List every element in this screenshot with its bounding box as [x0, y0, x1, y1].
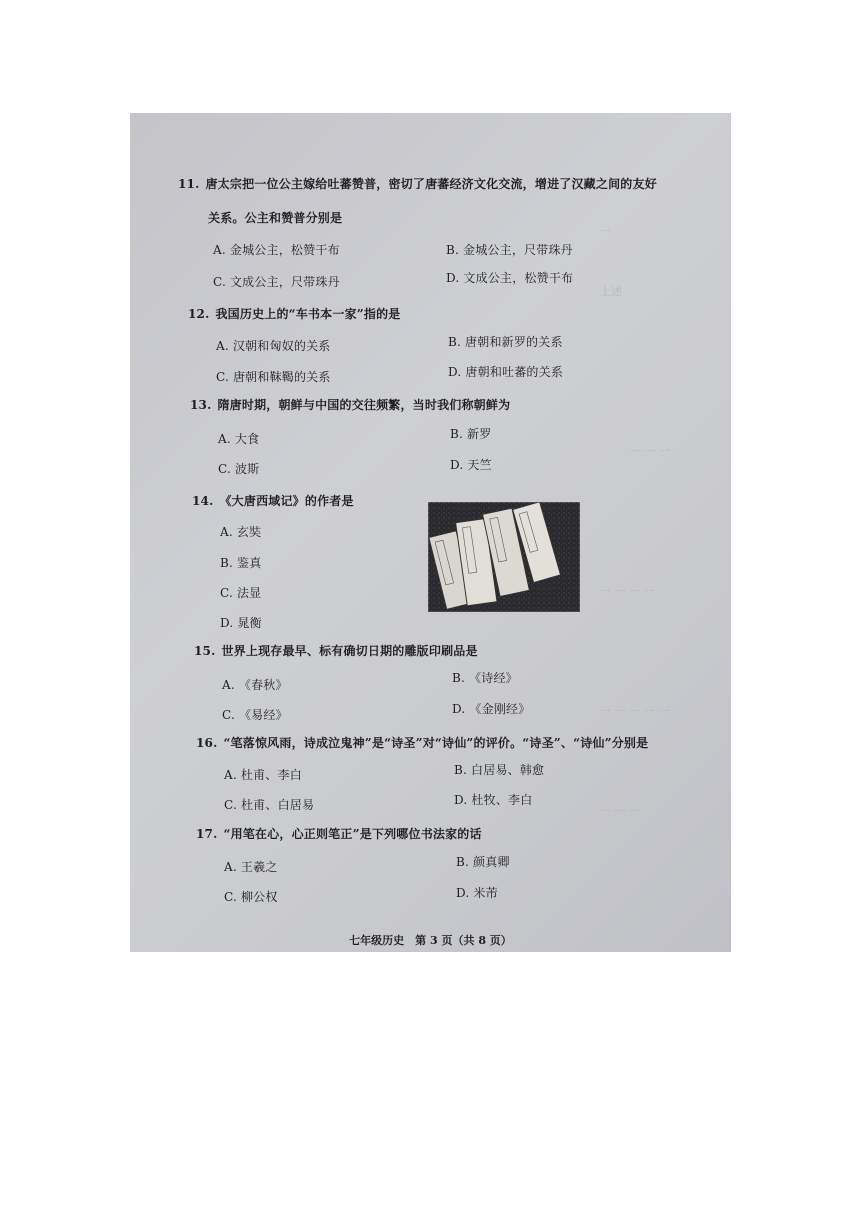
question-16-option-b: B. 白居易、韩愈	[454, 763, 545, 777]
question-14-text: 《大唐西域记》的作者是	[219, 494, 354, 508]
question-11-text: 唐太宗把一位公主嫁给吐蕃赞普，密切了唐蕃经济文化交流，增进了汉藏之间的友好	[205, 177, 657, 191]
question-15-option-d: D. 《金刚经》	[452, 702, 531, 716]
question-11-option-d: D. 文成公主，松赞干布	[446, 271, 574, 285]
question-11-number: 11.	[178, 177, 200, 191]
question-12-number: 12.	[188, 307, 210, 321]
question-17-number: 17.	[196, 827, 218, 841]
question-13-number: 13.	[190, 398, 212, 412]
question-13-option-b: B. 新罗	[450, 427, 492, 441]
page-footer: 七年级历史 第 3 页（共 8 页）	[349, 934, 512, 947]
question-17-option-c: C. 柳公权	[224, 890, 278, 904]
question-12-option-d: D. 唐朝和吐蕃的关系	[448, 365, 564, 379]
question-14-option-c: C. 法显	[220, 586, 262, 600]
question-14-stem	[192, 492, 354, 509]
question-16-option-c: C. 杜甫、白居易	[224, 798, 315, 812]
question-13-option-d: D. 天竺	[450, 458, 492, 472]
question-17-stem	[196, 825, 482, 842]
question-14-option-b: B. 鉴真	[220, 556, 262, 570]
question-15-option-a: A. 《春秋》	[222, 678, 288, 692]
question-14-option-a: A. 玄奘	[220, 525, 262, 539]
question-15-text: 世界上现存最早、标有确切日期的雕版印刷品是	[221, 644, 478, 658]
question-14-number: 14.	[192, 494, 214, 508]
question-15-option-b: B. 《诗经》	[452, 671, 518, 685]
question-13-option-c: C. 波斯	[218, 462, 260, 476]
question-11-option-b: B. 金城公主，尺带珠丹	[446, 243, 573, 257]
question-12-option-b: B. 唐朝和新罗的关系	[448, 335, 563, 349]
question-11-option-c: C. 文成公主，尺带珠丹	[213, 275, 340, 289]
question-11-stem-line2: 关系。公主和赞普分别是	[208, 211, 343, 225]
question-14-option-d: D. 晁衡	[220, 616, 262, 630]
question-17-text: “用笔在心，心正则笔正”是下列哪位书法家的话	[223, 827, 482, 841]
question-13-option-a: A. 大食	[218, 432, 260, 446]
question-11-stem-line1	[178, 175, 657, 192]
question-15-option-c: C. 《易经》	[222, 708, 288, 722]
question-16-option-a: A. 杜甫、李白	[224, 768, 302, 782]
question-15-stem	[194, 642, 478, 659]
question-12-text: 我国历史上的“车书本一家”指的是	[215, 307, 401, 321]
question-17-option-d: D. 米芾	[456, 886, 498, 900]
question-16-number: 16.	[196, 736, 218, 750]
question-13-stem	[190, 396, 510, 413]
question-12-option-c: C. 唐朝和靺鞨的关系	[216, 370, 331, 384]
question-16-stem	[196, 734, 648, 751]
question-11-option-a: A. 金城公主，松赞干布	[213, 243, 340, 257]
question-12-stem	[188, 305, 401, 322]
question-17-option-a: A. 王羲之	[224, 860, 278, 874]
question-17-option-b: B. 颜真卿	[456, 855, 510, 869]
question-16-option-d: D. 杜牧、李白	[454, 793, 533, 807]
book-photo	[428, 502, 580, 612]
question-16-text: “笔落惊风雨，诗成泣鬼神”是“诗圣”对“诗仙”的评价。“诗圣”、“诗仙”分别是	[223, 736, 649, 750]
question-13-text: 隋唐时期，朝鲜与中国的交往频繁，当时我们称朝鲜为	[217, 398, 511, 412]
question-15-number: 15.	[194, 644, 216, 658]
question-12-option-a: A. 汉朝和匈奴的关系	[216, 339, 331, 353]
exam-page: 一 上述 一 一 一 一 一 一 一 一 一 一 一 一 一 一 一 11. 唐太宗把一位公主嫁给吐蕃赞普，密切了唐蕃经济文化交流，增进了汉藏之间的友好 关系。公主和赞普分别是 A. 金城公主，松赞干布 B. 金城公主，尺带珠丹 C. 文成公主，尺带珠丹 D. 文成公主，松赞干布 12. 我国历史上的“车书本一家”指的是 A. 汉朝和匈奴的关系 B. 唐朝和新罗的关系 C. 唐朝和靺鞨的关系 D. 唐朝和吐蕃的关系 13. 隋唐时期，朝鲜与中国的交往频繁，当时我们称朝鲜为 A. 大食 B. 新罗 C. 波斯 D. 天竺 14. 《大唐西域记》的作者是 A. 玄奘 B. 鉴真 C. 法显 D. 晁衡 15. 世界上现存最早、标有确切日期的雕版印刷品是 A. 《春秋》 B. 《诗经》 C. 《易经》 D. 《金刚经》 16. “笔落惊风雨，诗成泣鬼神”是“诗圣”对“诗仙”的评价。“诗圣”、“诗仙”分别是 A. 杜甫、李白 B. 白居易、韩愈 C. 杜甫、白居易 D. 杜牧、李白 17. “用笔在心，心正则笔正”是下列哪位书法家的话 A. 王羲之 B. 颜真卿 C. 柳公权 D. 米芾 七年级历史 第 3 页（共 8 页）	[130, 113, 731, 952]
